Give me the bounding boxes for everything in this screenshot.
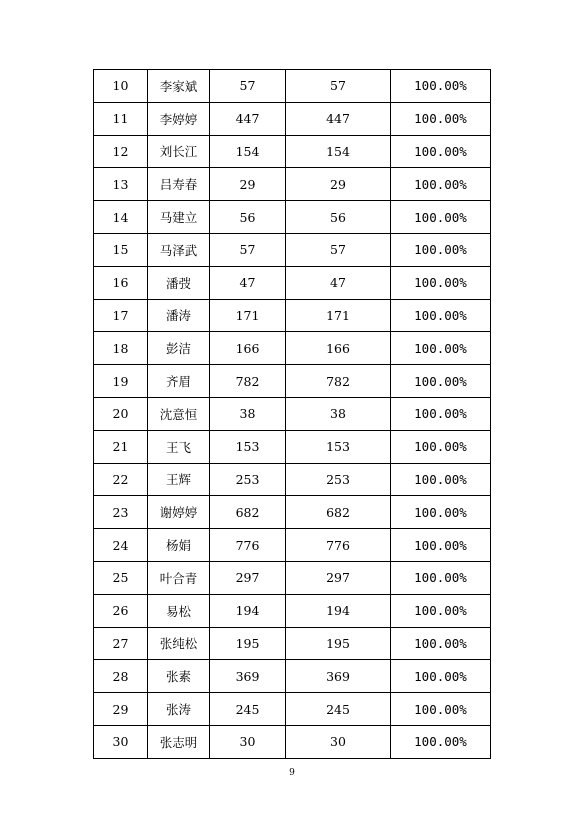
- cell-name: 马泽武: [148, 233, 210, 266]
- cell-value-a: 153: [210, 430, 286, 463]
- cell-value-b: 56: [286, 201, 391, 234]
- cell-percentage: 100.00%: [391, 102, 491, 135]
- cell-name: 沈意恒: [148, 397, 210, 430]
- cell-value-b: 782: [286, 365, 391, 398]
- data-table: [93, 69, 491, 759]
- cell-value-b: 57: [286, 70, 391, 103]
- cell-value-b: 297: [286, 561, 391, 594]
- cell-value-a: 29: [210, 168, 286, 201]
- cell-index: 23: [94, 496, 148, 529]
- cell-value-b: 153: [286, 430, 391, 463]
- cell-percentage: 100.00%: [391, 463, 491, 496]
- table-row: [94, 627, 491, 660]
- cell-value-b: 245: [286, 693, 391, 726]
- cell-index: 25: [94, 561, 148, 594]
- table-row: [94, 168, 491, 201]
- cell-value-a: 56: [210, 201, 286, 234]
- table-row: [94, 660, 491, 693]
- cell-name: 李家斌: [148, 70, 210, 103]
- cell-value-a: 166: [210, 332, 286, 365]
- cell-value-a: 194: [210, 594, 286, 627]
- cell-index: 30: [94, 725, 148, 758]
- cell-index: 11: [94, 102, 148, 135]
- table-row: [94, 266, 491, 299]
- cell-name: 杨娟: [148, 529, 210, 562]
- table-row: [94, 529, 491, 562]
- cell-index: 17: [94, 299, 148, 332]
- cell-name: 张纯松: [148, 627, 210, 660]
- cell-value-b: 447: [286, 102, 391, 135]
- cell-value-b: 171: [286, 299, 391, 332]
- cell-name: 王飞: [148, 430, 210, 463]
- cell-percentage: 100.00%: [391, 266, 491, 299]
- cell-name: 马建立: [148, 201, 210, 234]
- cell-value-a: 447: [210, 102, 286, 135]
- cell-name: 谢婷婷: [148, 496, 210, 529]
- cell-index: 26: [94, 594, 148, 627]
- cell-percentage: 100.00%: [391, 430, 491, 463]
- cell-percentage: 100.00%: [391, 496, 491, 529]
- cell-index: 13: [94, 168, 148, 201]
- cell-name: 张素: [148, 660, 210, 693]
- cell-name: 潘涛: [148, 299, 210, 332]
- cell-value-a: 154: [210, 135, 286, 168]
- cell-index: 20: [94, 397, 148, 430]
- cell-percentage: 100.00%: [391, 332, 491, 365]
- table-row: [94, 332, 491, 365]
- cell-value-a: 57: [210, 233, 286, 266]
- cell-name: 易松: [148, 594, 210, 627]
- table-row: [94, 725, 491, 758]
- cell-percentage: 100.00%: [391, 70, 491, 103]
- cell-value-b: 38: [286, 397, 391, 430]
- cell-value-a: 782: [210, 365, 286, 398]
- table-row: [94, 70, 491, 103]
- cell-percentage: 100.00%: [391, 627, 491, 660]
- cell-value-a: 369: [210, 660, 286, 693]
- cell-index: 28: [94, 660, 148, 693]
- cell-index: 29: [94, 693, 148, 726]
- cell-value-a: 253: [210, 463, 286, 496]
- cell-percentage: 100.00%: [391, 201, 491, 234]
- cell-index: 12: [94, 135, 148, 168]
- cell-name: 吕寿春: [148, 168, 210, 201]
- cell-value-b: 253: [286, 463, 391, 496]
- cell-name: 刘长江: [148, 135, 210, 168]
- cell-percentage: 100.00%: [391, 725, 491, 758]
- cell-index: 27: [94, 627, 148, 660]
- cell-index: 16: [94, 266, 148, 299]
- cell-index: 21: [94, 430, 148, 463]
- cell-value-b: 47: [286, 266, 391, 299]
- cell-value-b: 369: [286, 660, 391, 693]
- cell-name: 张涛: [148, 693, 210, 726]
- cell-percentage: 100.00%: [391, 135, 491, 168]
- cell-index: 18: [94, 332, 148, 365]
- table-row: [94, 561, 491, 594]
- cell-percentage: 100.00%: [391, 561, 491, 594]
- cell-value-b: 195: [286, 627, 391, 660]
- cell-percentage: 100.00%: [391, 299, 491, 332]
- table-row: [94, 299, 491, 332]
- cell-index: 19: [94, 365, 148, 398]
- cell-index: 24: [94, 529, 148, 562]
- cell-value-b: 776: [286, 529, 391, 562]
- cell-percentage: 100.00%: [391, 397, 491, 430]
- cell-value-a: 38: [210, 397, 286, 430]
- cell-percentage: 100.00%: [391, 168, 491, 201]
- table-row: [94, 102, 491, 135]
- cell-percentage: 100.00%: [391, 693, 491, 726]
- cell-value-b: 166: [286, 332, 391, 365]
- cell-percentage: 100.00%: [391, 660, 491, 693]
- cell-name: 王辉: [148, 463, 210, 496]
- table-row: [94, 430, 491, 463]
- cell-index: 22: [94, 463, 148, 496]
- cell-value-b: 194: [286, 594, 391, 627]
- cell-value-b: 154: [286, 135, 391, 168]
- table-row: [94, 496, 491, 529]
- table-row: [94, 365, 491, 398]
- table-row: [94, 135, 491, 168]
- table-row: [94, 201, 491, 234]
- cell-name: 潘弢: [148, 266, 210, 299]
- cell-value-a: 682: [210, 496, 286, 529]
- cell-percentage: 100.00%: [391, 233, 491, 266]
- cell-name: 叶合青: [148, 561, 210, 594]
- table-row: [94, 594, 491, 627]
- cell-percentage: 100.00%: [391, 529, 491, 562]
- table-row: [94, 693, 491, 726]
- cell-value-b: 57: [286, 233, 391, 266]
- cell-value-a: 171: [210, 299, 286, 332]
- cell-name: 彭洁: [148, 332, 210, 365]
- table-row: [94, 233, 491, 266]
- cell-value-a: 776: [210, 529, 286, 562]
- table-row: [94, 397, 491, 430]
- page-number: 9: [289, 768, 295, 778]
- cell-value-a: 47: [210, 266, 286, 299]
- cell-percentage: 100.00%: [391, 594, 491, 627]
- cell-value-a: 195: [210, 627, 286, 660]
- cell-value-a: 57: [210, 70, 286, 103]
- cell-name: 张志明: [148, 725, 210, 758]
- cell-index: 10: [94, 70, 148, 103]
- cell-name: 齐眉: [148, 365, 210, 398]
- cell-index: 15: [94, 233, 148, 266]
- table-body: [94, 70, 491, 759]
- cell-value-b: 29: [286, 168, 391, 201]
- cell-value-b: 682: [286, 496, 391, 529]
- cell-name: 李婷婷: [148, 102, 210, 135]
- cell-value-a: 245: [210, 693, 286, 726]
- cell-value-b: 30: [286, 725, 391, 758]
- table-row: [94, 463, 491, 496]
- cell-index: 14: [94, 201, 148, 234]
- cell-value-a: 297: [210, 561, 286, 594]
- cell-value-a: 30: [210, 725, 286, 758]
- cell-percentage: 100.00%: [391, 365, 491, 398]
